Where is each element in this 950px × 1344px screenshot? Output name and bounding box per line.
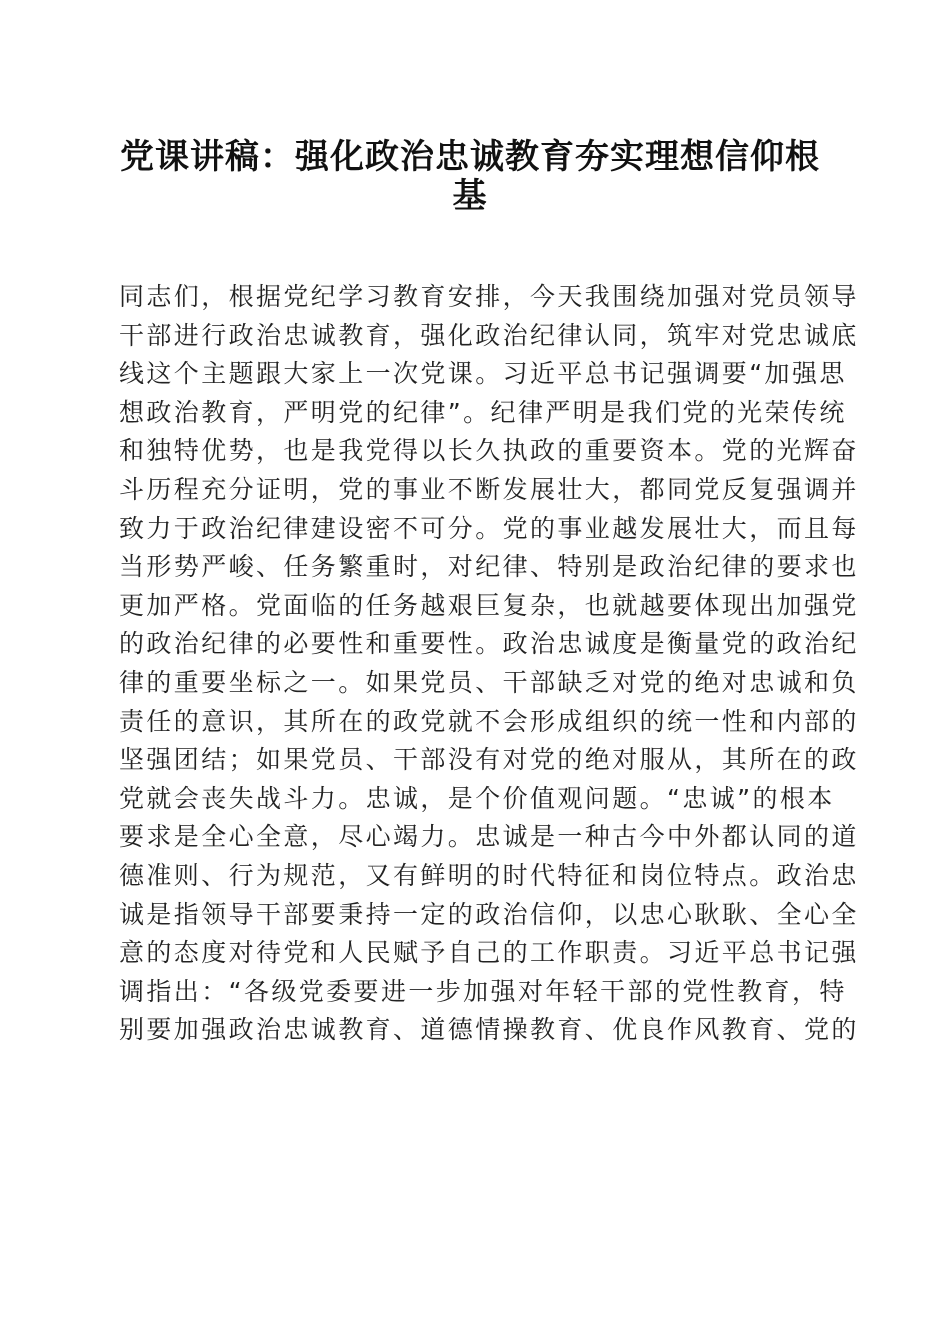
text-line: 想政治教育，严明党的纪律”。纪律严明是我们党的光荣传统	[119, 397, 847, 427]
page-title	[100, 136, 840, 216]
text-line: 调指出：“各级党委要进一步加强对年轻干部的党性教育，特	[119, 976, 847, 1006]
text-line: 致力于政治纪律建设密不可分。党的事业越发展壮大，而且每	[119, 513, 859, 543]
text-line: 更加严格。党面临的任务越艰巨复杂，也就越要体现出加强党	[119, 590, 859, 620]
text-line: 线这个主题跟大家上一次党课。习近平总书记强调要“加强思	[119, 359, 847, 389]
text-line: 意的态度对待党和人民赋予自己的工作职责。习近平总书记强	[119, 938, 859, 968]
text-line: 律的重要坐标之一。如果党员、干部缺乏对党的绝对忠诚和负	[119, 667, 859, 697]
text-line: 诚是指领导干部要秉持一定的政治信仰，以忠心耿耿、全心全	[119, 899, 859, 929]
text-line: 责任的意识，其所在的政党就不会形成组织的统一性和内部的	[119, 706, 859, 736]
text-line: 和独特优势，也是我党得以长久执政的重要资本。党的光辉奋	[119, 436, 859, 466]
text-line: 坚强团结；如果党员、干部没有对党的绝对服从，其所在的政	[119, 745, 859, 775]
text-line: 当形势严峻、任务繁重时，对纪律、特别是政治纪律的要求也	[119, 552, 859, 582]
text-line: 斗历程充分证明，党的事业不断发展壮大，都同党反复强调并	[119, 474, 859, 504]
body-paragraph	[119, 278, 859, 1050]
text-line: 同志们，根据党纪学习教育安排，今天我围绕加强对党员领导	[119, 282, 859, 311]
text-line: 党就会丧失战斗力。忠诚，是个价值观问题。“忠诚”的根本	[119, 783, 835, 813]
text-line: 的政治纪律的必要性和重要性。政治忠诚度是衡量党的政治纪	[119, 629, 859, 659]
title-line: 基	[452, 175, 488, 216]
text-line: 德准则、行为规范，又有鲜明的时代特征和岗位特点。政治忠	[119, 860, 859, 890]
text-line: 要求是全心全意，尽心竭力。忠诚是一种古今中外都认同的道	[119, 822, 859, 852]
text-line: 干部进行政治忠诚教育，强化政治纪律认同，筑牢对党忠诚底	[119, 320, 859, 350]
title-line: 党课讲稿：强化政治忠诚教育夯实理想信仰根	[120, 137, 820, 177]
text-line: 别要加强政治忠诚教育、道德情操教育、优良作风教育、党的	[119, 1015, 859, 1045]
